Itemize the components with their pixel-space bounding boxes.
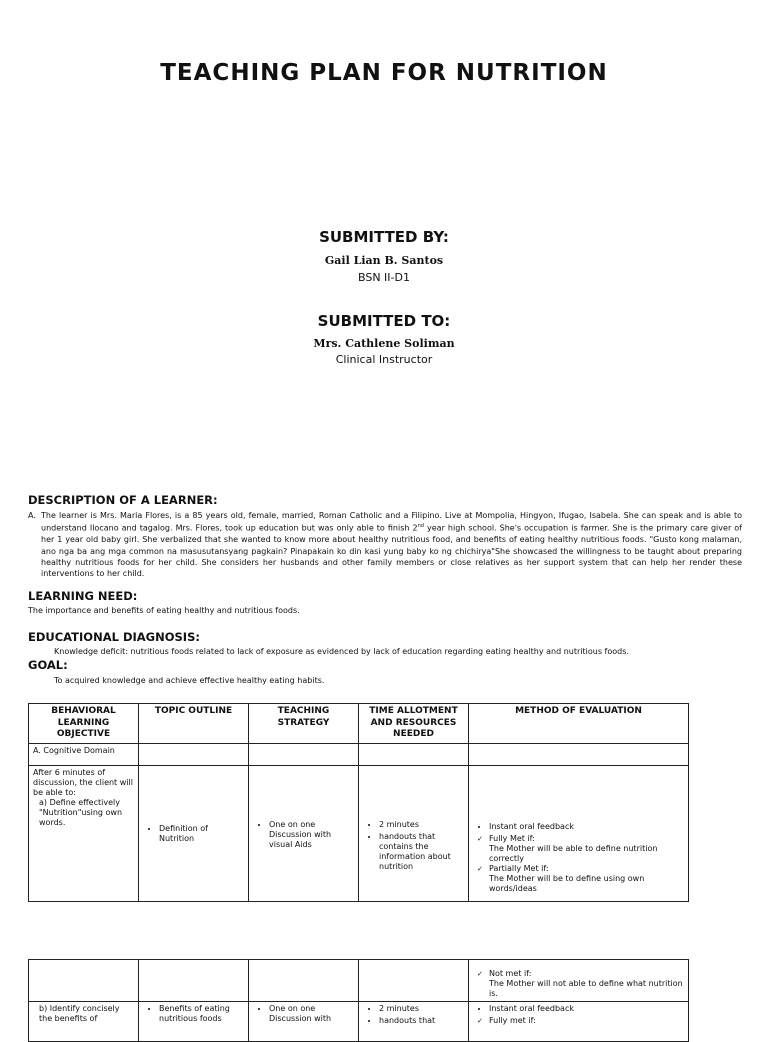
evaluation-bullet: • Instant oral feedback [489, 1004, 684, 1014]
objective-intro: After 6 minutes of discussion, the client will be able to: [33, 768, 133, 797]
strategy-item: • One on one Discussion with [269, 1004, 354, 1024]
topic-cell [139, 1002, 249, 1042]
empty-cell [359, 744, 469, 766]
evaluation-bullet: • Instant oral feedback [489, 822, 684, 832]
eval-fully-label: Fully Met if: [489, 834, 535, 843]
objective-cell [29, 766, 139, 902]
eval-partial-text: The Mother will be to define using own words/ideas [489, 874, 645, 893]
domain-cell: A. Cognitive Domain [29, 744, 139, 766]
eval-not-met [489, 969, 684, 999]
learning-need-text: The importance and benefits of eating healthy and nutritious foods. [28, 606, 300, 615]
header-evaluation: METHOD OF EVALUATION [469, 704, 689, 744]
resource-item: • handouts that contains the information about nutrition [379, 832, 464, 872]
goal-text: To acquired knowledge and achieve effective healthy eating habits. [54, 676, 325, 685]
objective-a: a) Define effectively "Nutrition"using own words. [39, 798, 123, 827]
teaching-plan-table [28, 703, 689, 902]
header-objective: BEHAVIORAL LEARNING OBJECTIVE [29, 704, 139, 744]
learning-need-heading: LEARNING NEED: [28, 589, 138, 603]
empty-cell [249, 744, 359, 766]
empty-cell [359, 960, 469, 1002]
evaluation-cell [469, 1002, 689, 1042]
evaluation-cell [469, 960, 689, 1002]
time-item: • 2 minutes [379, 820, 464, 830]
time-cell [359, 766, 469, 902]
topic-item: • Benefits of eating nutritious foods [159, 1004, 244, 1024]
time-cell [359, 1002, 469, 1042]
evaluation-cell [469, 766, 689, 902]
table-row [29, 960, 689, 1002]
submitted-by-heading: SUBMITTED BY: [319, 228, 449, 246]
submitted-by-detail: BSN II-D1 [358, 271, 410, 284]
strategy-cell [249, 1002, 359, 1042]
description-label: A. [28, 511, 36, 520]
eval-notmet-label: Not met if: [489, 969, 532, 978]
empty-cell [139, 960, 249, 1002]
header-strategy: TEACHING STRATEGY [249, 704, 359, 744]
objective-cell [29, 1002, 139, 1042]
objective-b: b) Identify concisely the benefits of [39, 1004, 120, 1023]
description-text-part2: year high school. She's occupation is farmer. She is the primary care giver of her 1 year old baby girl. She verbalized that she wanted to know more about healthy nutritious food, and benefits of eating healthy nutritious foods. "Gusto kong malaman, ano nga ba ang mga common na masusutansyang pagkain? Pinapakain ko din kasi yung baby ko ng chichirya"She showcased the willingness to be taught about preparing healthy nutritious foods for her child. She considers her husbands and other family members or close relatives as her support system that can help her render these interventions to her child. [41, 523, 742, 579]
strategy-item: • One on one Discussion with visual Aids [269, 820, 354, 850]
empty-cell [249, 960, 359, 1002]
time-item: • 2 minutes [379, 1004, 464, 1014]
goal-heading: GOAL: [28, 658, 68, 672]
eval-partially-met [489, 864, 684, 894]
description-sup: nd [417, 523, 424, 530]
submitted-to-heading: SUBMITTED TO: [317, 312, 451, 330]
eval-fully-text: The Mother will be able to define nutrition correctly [489, 844, 658, 863]
resource-item: • handouts that [379, 1016, 464, 1026]
educational-diagnosis-heading: EDUCATIONAL DIAGNOSIS: [28, 630, 200, 644]
submitted-to-name: Mrs. Cathlene Soliman [313, 337, 455, 350]
header-topic: TOPIC OUTLINE [139, 704, 249, 744]
submitted-to-detail: Clinical Instructor [335, 353, 433, 366]
description-paragraph [28, 510, 742, 579]
educational-diagnosis-text: Knowledge deficit: nutritious foods related to lack of exposure as evidenced by lack of education regarding eating healthy and nutritious foods. [54, 647, 629, 656]
table-row [29, 1002, 689, 1042]
description-heading: DESCRIPTION OF A LEARNER: [28, 493, 218, 507]
teaching-plan-table-continued [28, 959, 689, 1042]
table-row [29, 766, 689, 902]
eval-partial-label: Partially Met if: [489, 864, 549, 873]
header-time: TIME ALLOTMENT AND RESOURCES NEEDED [359, 704, 469, 744]
strategy-cell [249, 766, 359, 902]
empty-cell [29, 960, 139, 1002]
eval-fully-met [489, 834, 684, 864]
eval-fully-met: ✓ Fully met if: [489, 1016, 684, 1026]
empty-cell [469, 744, 689, 766]
description-text [41, 510, 742, 579]
empty-cell [139, 744, 249, 766]
eval-notmet-text: The Mother will not able to define what nutrition is. [489, 979, 683, 998]
description-text-part1: The learner is Mrs. Maria Flores, is a 85 years old, female, married, Roman Catholic and a Filipino. Live at Mompolia, Hingyon, Ifugao, Isabela. She can speak and is able to understand Ilocano and tagalog. Mrs. Flores, took up education but was only able to finish 2 [41, 511, 742, 533]
topic-cell [139, 766, 249, 902]
topic-item: • Definition of Nutrition [159, 824, 244, 844]
document-title: TEACHING PLAN FOR NUTRITION [160, 60, 608, 86]
table-header-row [29, 704, 689, 744]
table-row [29, 744, 689, 766]
submitted-by-name: Gail Lian B. Santos [324, 254, 444, 267]
